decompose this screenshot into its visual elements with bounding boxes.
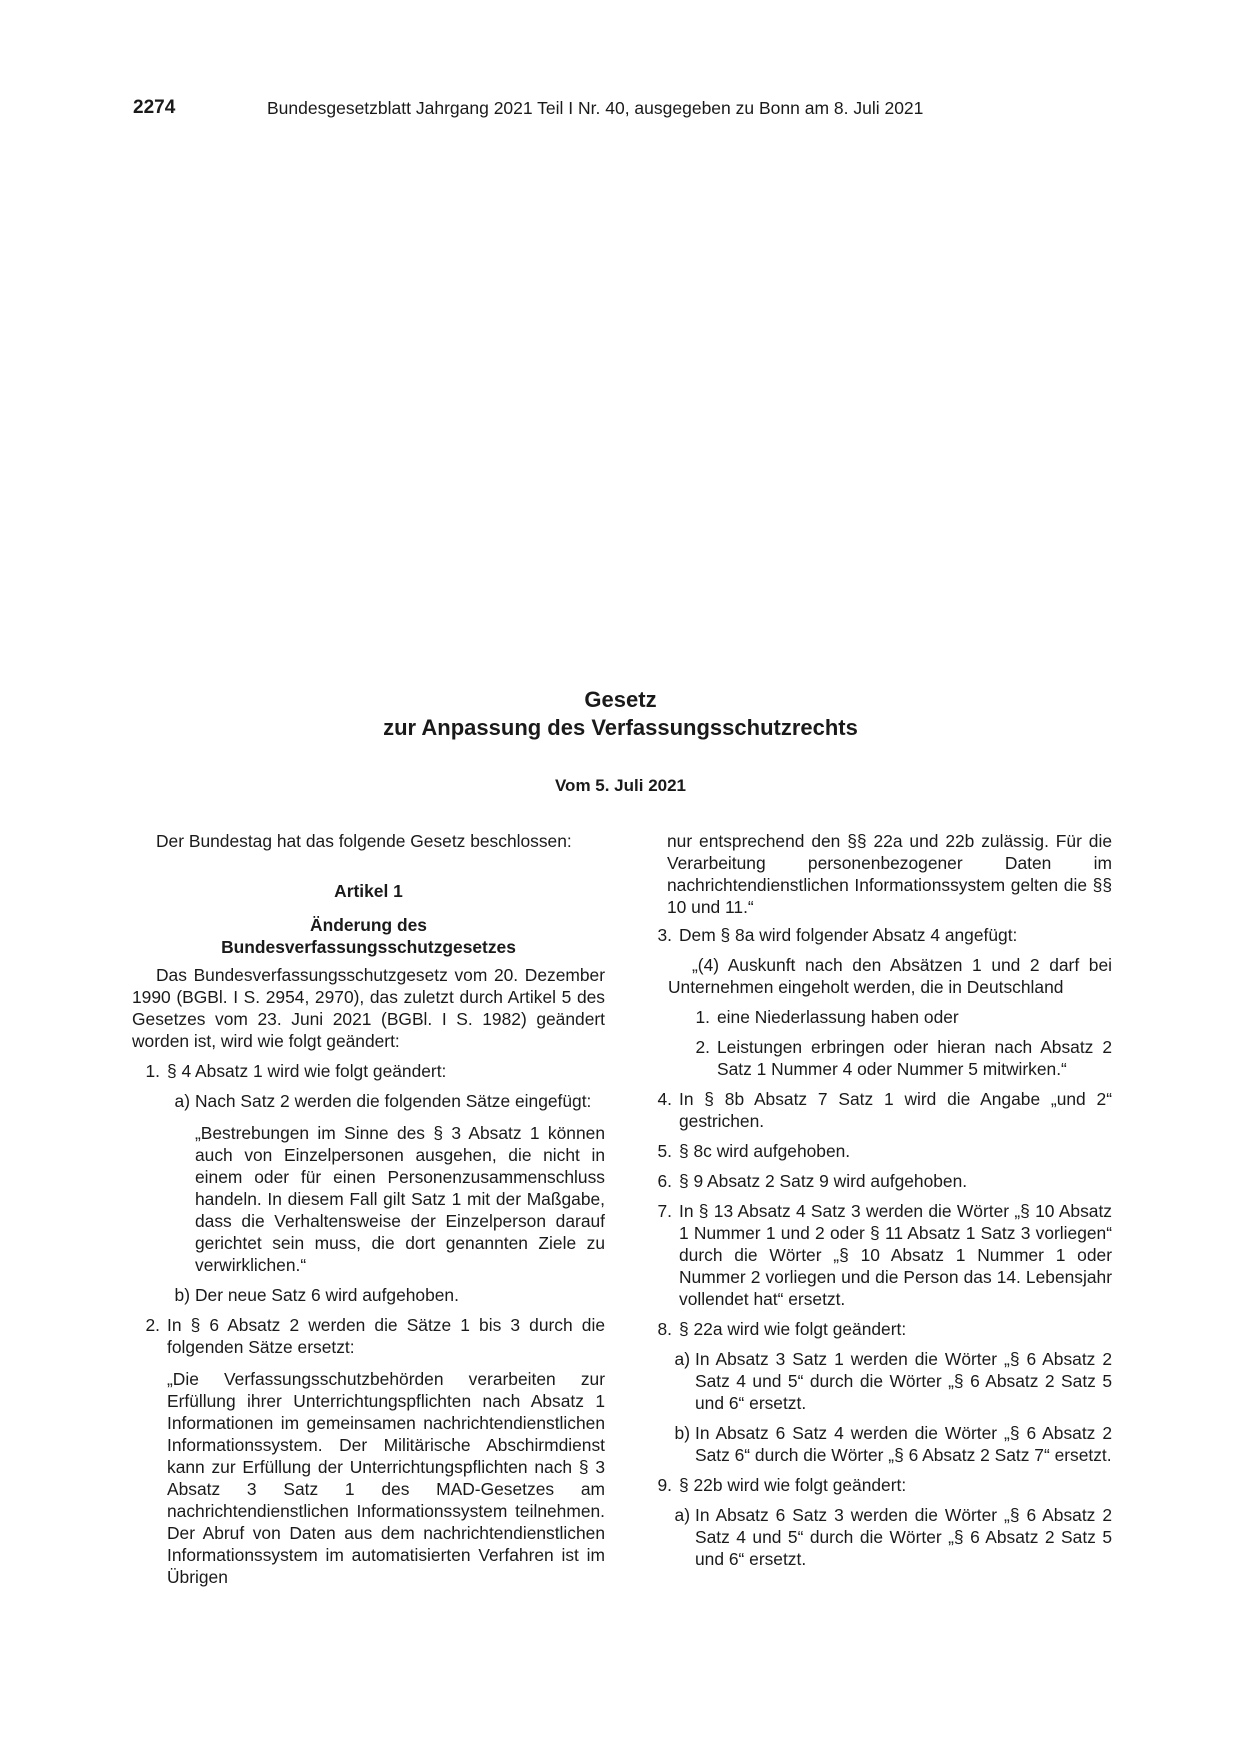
item-letter: a) (174, 1091, 190, 1111)
item-text: Dem § 8a wird folgender Absatz 4 angefügt: (679, 925, 1018, 945)
item-letter: a) (674, 1505, 690, 1525)
left-column (132, 830, 605, 1588)
list-item (644, 1170, 1112, 1192)
item-text: eine Niederlassung haben oder (717, 1007, 959, 1027)
list-item (644, 1140, 1112, 1162)
item-text: In § 6 Absatz 2 werden die Sätze 1 bis 3 durch die folgenden Sätze ersetzt: (167, 1315, 605, 1357)
item-number: 1. (695, 1007, 710, 1027)
list-item (644, 1200, 1112, 1310)
law-title: Gesetz (584, 687, 657, 712)
article-title-line2: Bundesverfassungsschutzgesetzes (221, 937, 516, 957)
list-item (644, 1088, 1112, 1132)
item-letter: b) (674, 1423, 690, 1443)
running-head: Bundesgesetzblatt Jahrgang 2021 Teil I Nr. 40, ausgegeben zu Bonn am 8. Juli 2021 (267, 98, 924, 118)
quoted-text: „(4) Auskunft nach den Absätzen 1 und 2 darf bei Unternehmen eingeholt werden, die in Deutschland (668, 955, 1112, 997)
preamble: Das Bundesverfassungsschutzgesetz vom 20. Dezember 1990 (BGBl. I S. 2954, 2970), das zuletzt durch Artikel 5 des Gesetzes vom 23. Juni 2021 (BGBl. I S. 1982) geändert worden ist, wird wie folgt geändert: (132, 965, 605, 1051)
item-number: 2. (145, 1315, 160, 1335)
article-title-line1: Änderung des (310, 915, 427, 935)
list-item (666, 1348, 1112, 1414)
list-item (644, 1318, 1112, 1340)
list-item (690, 1036, 1112, 1080)
item-text: In § 8b Absatz 7 Satz 1 wird die Angabe „und 2“ gestrichen. (679, 1089, 1112, 1131)
list-item (666, 1504, 1112, 1570)
list-item (644, 924, 1112, 946)
item-text: In Absatz 6 Satz 3 werden die Wörter „§ 6 Absatz 2 Satz 4 und 5“ durch die Wörter „§ 6 Absatz 2 Satz 5 und 6“ ersetzt. (695, 1505, 1112, 1569)
item-number: 2. (695, 1037, 710, 1057)
item-number: 4. (657, 1089, 672, 1109)
list-item (132, 1060, 605, 1082)
item-number: 1. (145, 1061, 160, 1081)
list-item (165, 1284, 605, 1306)
list-item (666, 1422, 1112, 1466)
item-letter: b) (174, 1285, 190, 1305)
item-text: In Absatz 6 Satz 4 werden die Wörter „§ 6 Absatz 2 Satz 6“ durch die Wörter „§ 6 Absatz 2 Satz 7“ ersetzt. (695, 1423, 1112, 1465)
item-text: In § 13 Absatz 4 Satz 3 werden die Wörter „§ 10 Absatz 1 Nummer 1 und 2 oder § 11 Absatz 1 Satz 3 vorliegen“ durch die Wörter „§ 10 Absatz 1 Nummer 1 oder Nummer 2 vorliegen und die Person das 14. Lebensjahr vollendet hat“ ersetzt. (679, 1201, 1112, 1309)
list-item (165, 1090, 605, 1112)
item-letter: a) (674, 1349, 690, 1369)
law-title-block (0, 686, 1241, 796)
item-number: 3. (657, 925, 672, 945)
list-item (132, 1314, 605, 1358)
item-number: 8. (657, 1319, 672, 1339)
item-text: § 8c wird aufgehoben. (679, 1141, 851, 1161)
item-number: 6. (657, 1171, 672, 1191)
item-text: Nach Satz 2 werden die folgenden Sätze eingefügt: (195, 1091, 592, 1111)
list-item (644, 1474, 1112, 1496)
right-column (644, 830, 1112, 1570)
item-number: 5. (657, 1141, 672, 1161)
item-text: § 4 Absatz 1 wird wie folgt geändert: (167, 1061, 447, 1081)
item-number: 9. (657, 1475, 672, 1495)
item-text: § 22a wird wie folgt geändert: (679, 1319, 907, 1339)
page-header (0, 97, 1241, 127)
item-number: 7. (657, 1201, 672, 1221)
law-subtitle: zur Anpassung des Verfassungsschutzrechts (383, 715, 858, 740)
law-date: Vom 5. Juli 2021 (554, 776, 687, 795)
quoted-text: „Bestrebungen im Sinne des § 3 Absatz 1 können auch von Einzelpersonen ausgehen, die nicht in einem oder für einen Personenzusammenschluss handeln. In diesem Fall gilt Satz 1 mit der Maßgabe, dass die Verhaltensweise der Einzelperson darauf gerichtet sein muss, die dort genannten Ziele zu verwirklichen.“ (195, 1123, 605, 1275)
enactment-formula: Der Bundestag hat das folgende Gesetz beschlossen: (156, 831, 572, 851)
item-text: In Absatz 3 Satz 1 werden die Wörter „§ 6 Absatz 2 Satz 4 und 5“ durch die Wörter „§ 6 Absatz 2 Satz 5 und 6“ ersetzt. (695, 1349, 1112, 1413)
item-text: Der neue Satz 6 wird aufgehoben. (195, 1285, 459, 1305)
item-text: § 9 Absatz 2 Satz 9 wird aufgehoben. (679, 1171, 968, 1191)
quoted-text-continued: nur entsprechend den §§ 22a und 22b zulässig. Für die Verarbeitung personenbezogener Daten im nachrichtendienstlichen Informationssystem gelten die §§ 10 und 11.“ (667, 831, 1112, 917)
page-number: 2274 (133, 97, 176, 118)
item-text: Leistungen erbringen oder hieran nach Absatz 2 Satz 1 Nummer 4 oder Nummer 5 mitwirken.“ (717, 1037, 1112, 1079)
quoted-text: „Die Verfassungsschutzbehörden verarbeiten zur Erfüllung ihrer Unterrichtungspflichten nach Absatz 1 Informationen im gemeinsamen nachrichtendienstlichen Informationssystem. Der Militärische Abschirmdienst kann zur Erfüllung der Unterrichtungspflichten nach § 3 Absatz 3 Satz 1 des MAD-Gesetzes am nachrichtendienstlichen Informationssystem teilnehmen. Der Abruf von Daten aus dem nachrichtendienstlichen Informationssystem im automatisierten Verfahren ist im Übrigen (167, 1369, 605, 1587)
article-heading: Artikel 1 (334, 881, 403, 901)
item-text: § 22b wird wie folgt geändert: (679, 1475, 907, 1495)
list-item (690, 1006, 1112, 1028)
